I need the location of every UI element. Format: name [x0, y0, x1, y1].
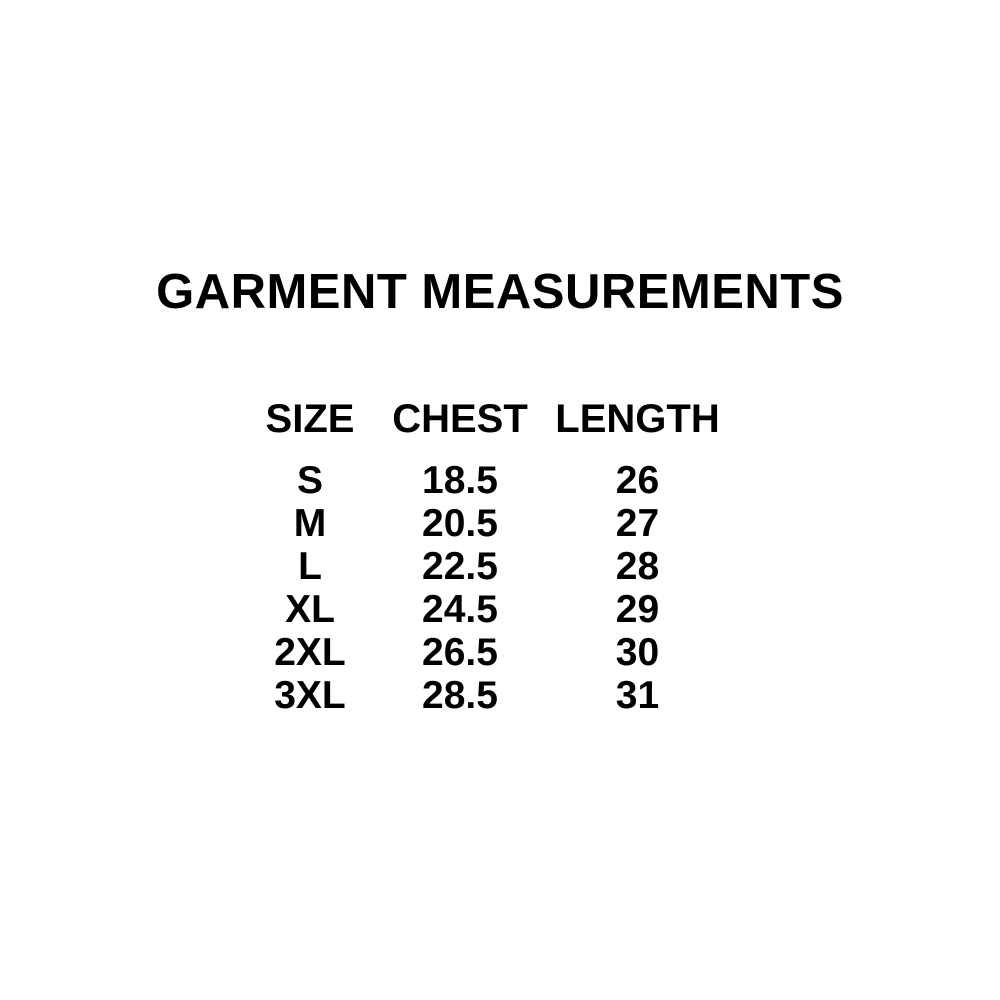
length-cell: 28 [615, 545, 660, 588]
chest-cell: 18.5 [422, 459, 498, 502]
header-size: SIZE [265, 397, 355, 441]
chest-cell: 24.5 [422, 588, 498, 631]
length-cell: 26 [615, 459, 660, 502]
length-cell: 27 [615, 502, 660, 545]
size-cell: M [293, 502, 327, 545]
table-row [240, 674, 735, 717]
length-cell: 31 [615, 674, 660, 717]
size-cell: XL [285, 588, 335, 631]
length-cell: 30 [615, 631, 660, 674]
table-row [240, 545, 735, 588]
table-header-row [240, 398, 735, 441]
table-row [240, 459, 735, 502]
header-length: LENGTH [555, 397, 720, 441]
chest-cell: 26.5 [422, 631, 498, 674]
size-cell: L [298, 545, 322, 588]
table-row [240, 631, 735, 674]
size-cell: S [296, 459, 323, 502]
size-chart-table [240, 398, 735, 717]
header-chest: CHEST [392, 397, 528, 441]
table-row [240, 588, 735, 631]
chest-cell: 20.5 [422, 502, 498, 545]
chest-cell: 22.5 [422, 545, 498, 588]
table-row [240, 502, 735, 545]
size-cell: 2XL [274, 631, 346, 674]
length-cell: 29 [615, 588, 660, 631]
page-title: GARMENT MEASUREMENTS [156, 265, 844, 319]
chest-cell: 28.5 [422, 674, 498, 717]
size-cell: 3XL [274, 674, 346, 717]
